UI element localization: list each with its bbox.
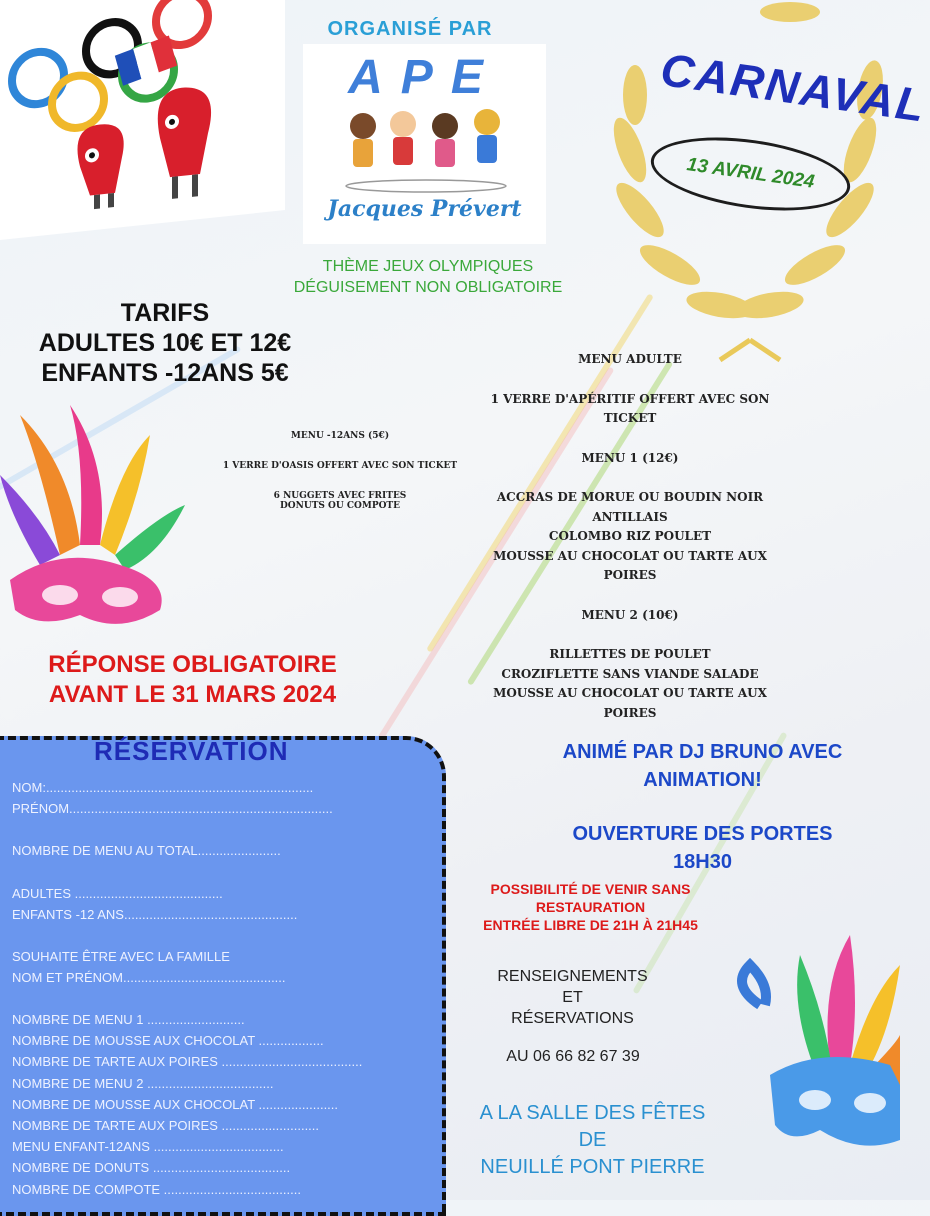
reservation-field[interactable]: PRÉNOM......................................................................... (12, 801, 333, 816)
venue-line: NEUILLÉ PONT PIERRE (480, 1156, 705, 1178)
reservation-field[interactable]: NOMBRE DE MOUSSE AUX CHOCOLAT .................. (12, 1033, 324, 1048)
children-illustration-icon (341, 104, 511, 194)
menu-child-drink: 1 VERRE D'OASIS OFFERT AVEC SON TICKET (222, 461, 458, 471)
dj-info (530, 738, 875, 794)
reservation-field[interactable]: NOMBRE DE TARTE AUX POIRES ....................................... (12, 1054, 363, 1069)
no-food-option (468, 880, 713, 934)
no-food-line: RESTAURATION (535, 899, 646, 915)
menu1-item: MOUSSE AU CHOCOLAT OU TARTE AUX (493, 548, 767, 563)
response-deadline (20, 650, 365, 710)
reservation-field[interactable]: NOMBRE DE COMPOTE ...................................... (12, 1182, 301, 1197)
menu2-item: POIRES (603, 705, 657, 720)
reservation-form (0, 736, 446, 1216)
menu-child-item: 6 NUGGETS AVEC FRITES (273, 491, 407, 501)
info-line: RÉSERVATIONS (511, 1010, 634, 1027)
tarifs-block (20, 298, 310, 388)
reservation-field[interactable]: NOM ET PRÉNOM............................................. (12, 970, 286, 985)
reservation-field[interactable]: NOMBRE DE MENU 1 ........................... (12, 1012, 245, 1027)
venue-line: A LA SALLE DES FÊTES (479, 1102, 706, 1124)
reservation-title: RÉSERVATION (94, 736, 289, 766)
venue (455, 1100, 730, 1181)
menu2-title: MENU 2 (10€) (581, 607, 679, 622)
menu-child-item: DONUTS OU COMPOTE (279, 501, 400, 511)
menu-adult-drink: 1 VERRE D'APÉRITIF OFFERT AVEC SON TICKET (490, 391, 770, 425)
phone-number: AU 06 66 82 67 39 (506, 1048, 640, 1065)
menu2-item: MOUSSE AU CHOCOLAT OU TARTE AUX (493, 686, 767, 700)
reservation-field[interactable]: NOMBRE DE DONUTS ...................................... (12, 1160, 291, 1175)
carnival-mask-icon (0, 405, 190, 640)
carnival-mask-right-icon (720, 925, 900, 1160)
reservation-field[interactable]: ADULTES ......................................... (12, 886, 223, 901)
reservation-field[interactable]: MENU ENFANT-12ANS .................................... (12, 1139, 284, 1154)
theme-text (270, 256, 586, 298)
event-title: CARNAVAL (657, 42, 930, 132)
menu-child-block (190, 431, 490, 511)
theme-line: THÈME JEUX OLYMPIQUES (322, 258, 534, 275)
response-line: RÉPONSE OBLIGATOIRE (48, 651, 337, 678)
reservation-field[interactable]: ENFANTS -12 ANS................................................ (12, 907, 298, 922)
costume-line: DÉGUISEMENT NON OBLIGATOIRE (293, 279, 563, 296)
menu-adult-title: MENU ADULTE (578, 352, 682, 366)
event-date: 13 AVRIL 2024 (685, 154, 816, 193)
dj-line: ANIMATION! (643, 769, 762, 791)
menu2-item: CROZIFLETTE SANS VIANDE SALADE (501, 666, 759, 681)
free-entry-line: ENTRÉE LIBRE DE 21H À 21H45 (483, 917, 698, 933)
school-name: Jacques Prévert (327, 196, 522, 222)
menu-adult-block (470, 350, 790, 723)
olympic-rings-image (0, 0, 285, 240)
tarifs-adults: ADULTES 10€ ET 12€ (38, 329, 292, 357)
menu1-item: POIRES (603, 568, 657, 582)
menu-child-title: MENU -12ANS (5€) (290, 431, 390, 441)
reservation-field[interactable]: NOMBRE DE TARTE AUX POIRES ........................... (12, 1118, 320, 1133)
organized-by-label: ORGANISÉ PAR (327, 18, 493, 40)
doors-opening (550, 820, 855, 876)
menu1-item: ANTILLAIS (592, 509, 668, 524)
deadline-line: AVANT LE 31 MARS 2024 (48, 681, 337, 708)
menu2-item: RILLETTES DE POULET (549, 647, 711, 661)
reservation-field[interactable]: NOMBRE DE MENU 2 ................................... (12, 1076, 274, 1091)
menu1-item: ACCRAS DE MORUE OU BOUDIN NOIR (496, 490, 764, 504)
reservation-field[interactable]: SOUHAITE ÊTRE AVEC LA FAMILLE (12, 949, 230, 964)
tarifs-title: TARIFS (120, 299, 210, 327)
doors-line: OUVERTURE DES PORTES (572, 823, 833, 845)
venue-line: DE (578, 1129, 607, 1151)
ape-logo-text: APE (348, 51, 501, 104)
ape-logo-card (303, 44, 546, 244)
tarifs-children: ENFANTS -12ANS 5€ (41, 359, 289, 387)
info-line: RENSEIGNEMENTS (497, 968, 648, 985)
no-food-line: POSSIBILITÉ DE VENIR SANS (490, 881, 691, 897)
doors-time: 18H30 (673, 851, 732, 873)
mascots-icon (60, 68, 260, 219)
reservation-field[interactable]: NOMBRE DE MOUSSE AUX CHOCOLAT ...................... (12, 1097, 339, 1112)
reservation-field[interactable]: NOM:.......................................................................... (12, 780, 314, 795)
menu1-item: COLOMBO RIZ POULET (548, 529, 712, 543)
dj-line: ANIMÉ PAR DJ BRUNO AVEC (562, 741, 843, 763)
info-line: ET (562, 989, 583, 1006)
reservation-field[interactable]: NOMBRE DE MENU AU TOTAL....................... (12, 843, 281, 858)
contact-info (485, 966, 660, 1029)
menu1-title: MENU 1 (12€) (581, 450, 679, 465)
